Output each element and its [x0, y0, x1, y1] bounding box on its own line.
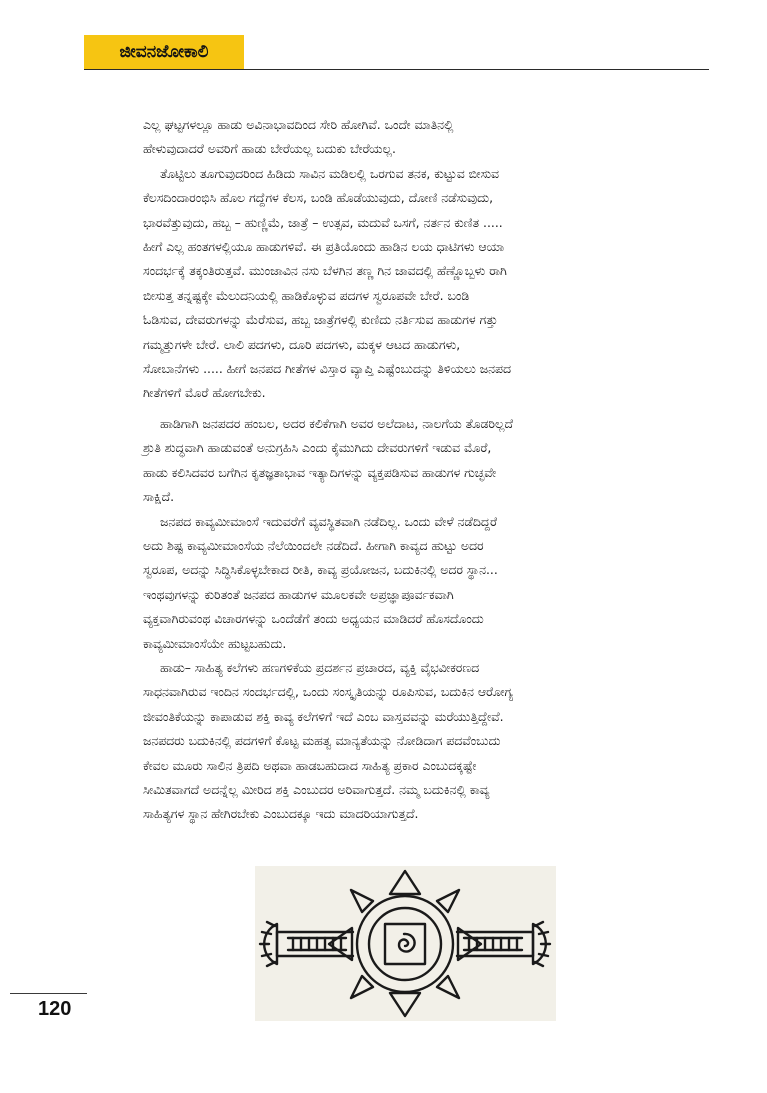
paragraph: [143, 656, 715, 827]
text-line: ಹೀಗೆ ಎಲ್ಲ ಹಂತಗಳಲ್ಲಿಯೂ ಹಾಡುಗಳಿವೆ. ಈ ಪ್ರತಿಯೊಂದು ಹಾಡಿನ ಲಯ ಧಾಟಿಗಳು ಆಯಾ: [143, 239, 505, 255]
header-divider: [84, 69, 709, 70]
text-line: ಕಾವ್ಯಮೀಮಾಂಸೆಯೇ ಹುಟ್ಟಬಹುದು.: [143, 635, 287, 651]
text-line: ಓಡಿಸುವ, ದೇವರುಗಳನ್ನು ಮೆರೆಸುವ, ಹಬ್ಬ ಜಾತ್ರೆಗಳಲ್ಲಿ ಕುಣಿದು ನರ್ತಿಸುವ ಹಾಡುಗಳ ಗತ್ತು: [143, 312, 498, 328]
text-line: ಭಾರವೆತ್ತುವುದು, ಹಬ್ಬ – ಹುಣ್ಣಿಮೆ, ಜಾತ್ರೆ – ಉತ್ಸವ, ಮದುವೆ ಒಸಗೆ, ನರ್ತನ ಕುಣಿತ .....: [143, 214, 503, 230]
footer-divider: [10, 993, 87, 994]
text-line: ವ್ಯಕ್ತವಾಗಿರುವಂಥ ವಿಚಾರಗಳನ್ನು ಒಂದೆಡೆಗೆ ತಂದು ಅಧ್ಯಯನ ಮಾಡಿದರೆ ಹೊಸದೊಂದು: [143, 611, 484, 627]
chapter-title-label: ಜೀವನಜೋಕಾಲಿ: [84, 35, 244, 69]
text-line: ಸೀಮಿತವಾಗದೆ ಅದನ್ನೆಲ್ಲ ಮೀರಿದ ಶಕ್ತಿ ಎಂಬುದರ ಅರಿವಾಗುತ್ತದೆ. ನಮ್ಮ ಬದುಕಿನಲ್ಲಿ ಕಾವ್ಯ: [143, 781, 490, 797]
text-line: ಗಮ್ಮತ್ತುಗಳೇ ಬೇರೆ. ಲಾಲಿ ಪದಗಳು, ದೂರಿ ಪದಗಳು, ಮಕ್ಕಳ ಆಟದ ಹಾಡುಗಳು,: [143, 336, 461, 352]
text-line: ಸೋಬಾನೆಗಳು ..... ಹೀಗೆ ಜನಪದ ಗೀತೆಗಳ ವಿಸ್ತಾರ ವ್ಯಾಪ್ತಿ ಎಷ್ಟೆಂಬುದನ್ನು ತಿಳಿಯಲು ಜನಪದ: [143, 361, 511, 377]
paragraph: [143, 412, 715, 510]
text-line: ಜೀವಂತಿಕೆಯನ್ನು ಕಾಪಾಡುವ ಶಕ್ತಿ ಕಾವ್ಯ ಕಲೆಗಳಿಗೆ ಇದೆ ಎಂಬ ವಾಸ್ತವವನ್ನು ಮರೆಯುತ್ತಿದ್ದೇವೆ.: [143, 708, 504, 724]
article-body: [143, 113, 715, 827]
text-line: ಜನಪದರು ಬದುಕಿನಲ್ಲಿ ಪದಗಳಿಗೆ ಕೊಟ್ಟ ಮಹತ್ವ ಮಾನ್ಯತೆಯನ್ನು ನೋಡಿದಾಗ ಪದವೆಂಬುದು: [143, 733, 501, 749]
text-line: ಸಾಕ್ಷಿದೆ.: [143, 489, 175, 505]
text-line: ಗೀತೆಗಳಿಗೆ ಮೊರೆ ಹೋಗಬೇಕು.: [143, 385, 266, 401]
rangoli-motif-icon: [255, 866, 556, 1021]
text-line: ಹಾಡು– ಸಾಹಿತ್ಯ ಕಲೆಗಳು ಹಣಗಳಿಕೆಯ ಪ್ರದರ್ಶನ ಪ್ರಚಾರದ, ವ್ಯಕ್ತಿ ವೈಭವೀಕರಣದ: [160, 659, 480, 675]
text-line: ಇಂಥವುಗಳನ್ನು ಕುರಿತಂತೆ ಜನಪದ ಹಾಡುಗಳ ಮೂಲಕವೇ ಅಪ್ರಜ್ಞಾಪೂರ್ವಕವಾಗಿ: [143, 586, 454, 602]
text-line: ಕೆಲಸದಿಂದಾರಂಭಿಸಿ ಹೊಲ ಗದ್ದೆಗಳ ಕೆಲಸ, ಬಂಡಿ ಹೊಡೆಯುವುದು, ದೋಣಿ ನಡೆಸುವುದು,: [143, 190, 494, 206]
text-line: ಸಾಧನವಾಗಿರುವ ಇಂದಿನ ಸಂದರ್ಭದಲ್ಲಿ, ಒಂದು ಸಂಸ್ಕೃತಿಯನ್ನು ರೂಪಿಸುವ, ಬದುಕಿನ ಆರೋಗ್ಯ: [143, 684, 513, 700]
text-line: ಹಾಡು ಕಲಿಸಿದವರ ಬಗೆಗಿನ ಕೃತಜ್ಞತಾಭಾವ ಇತ್ಯಾದಿಗಳನ್ನು ವ್ಯಕ್ತಪಡಿಸುವ ಹಾಡುಗಳ ಗುಚ್ಛವೇ: [143, 464, 497, 480]
text-line: ಸಾಹಿತ್ಯಗಳ ಸ್ಥಾನ ಹೇಗಿರಬೇಕು ಎಂಬುದಕ್ಕೂ ಇದು ಮಾದರಿಯಾಗುತ್ತದೆ.: [143, 806, 419, 822]
text-line: ಕೇವಲ ಮೂರು ಸಾಲಿನ ತ್ರಿಪದಿ ಅಥವಾ ಹಾಡಬಹುದಾದ ಸಾಹಿತ್ಯ ಪ್ರಕಾರ ಎಂಬುದಕ್ಕಷ್ಟೇ: [143, 757, 477, 773]
paragraph: [143, 510, 715, 656]
text-line: ಶ್ರುತಿ ಶುದ್ಧವಾಗಿ ಹಾಡುವಂತೆ ಅನುಗ್ರಹಿಸಿ ಎಂದು ಕೈಮುಗಿದು ದೇವರುಗಳಿಗೆ ಇಡುವ ಮೊರೆ,: [143, 440, 492, 456]
text-line: ಜನಪದ ಕಾವ್ಯಮೀಮಾಂಸೆ ಇದುವರೆಗೆ ವ್ಯವಸ್ಥಿತವಾಗಿ ನಡೆದಿಲ್ಲ. ಒಂದು ವೇಳೆ ನಡೆದಿದ್ದರೆ: [160, 513, 497, 529]
text-line: ಎಲ್ಲ ಘಟ್ಟಗಳಲ್ಲೂ ಹಾಡು ಅವಿನಾಭಾವದಿಂದ ಸೇರಿ ಹೋಗಿವೆ. ಒಂದೇ ಮಾತಿನಲ್ಲಿ: [143, 117, 454, 132]
text-line: ತೊಟ್ಟಿಲು ತೂಗುವುದರಿಂದ ಹಿಡಿದು ಸಾವಿನ ಮಡಿಲಲ್ಲಿ ಒರಗುವ ತನಕ, ಕುಟ್ಟುವ ಬೀಸುವ: [160, 165, 499, 181]
text-line: ಹಾಡಿಗಾಗಿ ಜನಪದರ ಹಂಬಲ, ಅದರ ಕಲಿಕೆಗಾಗಿ ಅವರ ಅಲೆದಾಟ, ನಾಲಗೆಯ ತೊಡರಿಲ್ಲದೆ: [160, 415, 513, 431]
paragraph: [143, 162, 715, 406]
page-number: 120: [38, 998, 72, 1020]
paragraph: [143, 113, 715, 162]
text-line: ಸಂದರ್ಭಕ್ಕೆ ತಕ್ಕಂತಿರುತ್ತವೆ. ಮುಂಜಾವಿನ ನಸು ಬೆಳಗಿನ ತಣ್ಣ ಗಿನ ಜಾವದಲ್ಲಿ ಹೆಣ್ಣೊಬ್ಬಳು ರಾಗಿ: [143, 263, 507, 279]
text-line: ಸ್ವರೂಪ, ಅದನ್ನು ಸಿದ್ಧಿಸಿಕೊಳ್ಳಬೇಕಾದ ರೀತಿ, ಕಾವ್ಯ ಪ್ರಯೋಜನ, ಬದುಕಿನಲ್ಲಿ ಅದರ ಸ್ಥಾನ...: [143, 562, 498, 578]
text-line: ಹೇಳುವುದಾದರೆ ಅವರಿಗೆ ಹಾಡು ಬೇರೆಯಲ್ಲ ಬದುಕು ಬೇರೆಯಲ್ಲ.: [143, 141, 396, 157]
text-line: ಅದು ಶಿಷ್ಟ ಕಾವ್ಯಮೀಮಾಂಸೆಯ ನೆಲೆಯಿಂದಲೇ ನಡೆದಿದೆ. ಹೀಗಾಗಿ ಕಾವ್ಯದ ಹುಟ್ಟು ಅದರ: [143, 537, 484, 553]
text-line: ಬೀಸುತ್ತ ತನ್ನಷ್ಟಕ್ಕೇ ಮೆಲುದನಿಯಲ್ಲಿ ಹಾಡಿಕೊಳ್ಳುವ ಪದಗಳ ಸ್ವರೂಪವೇ ಬೇರೆ. ಬಂಡಿ: [143, 287, 470, 303]
